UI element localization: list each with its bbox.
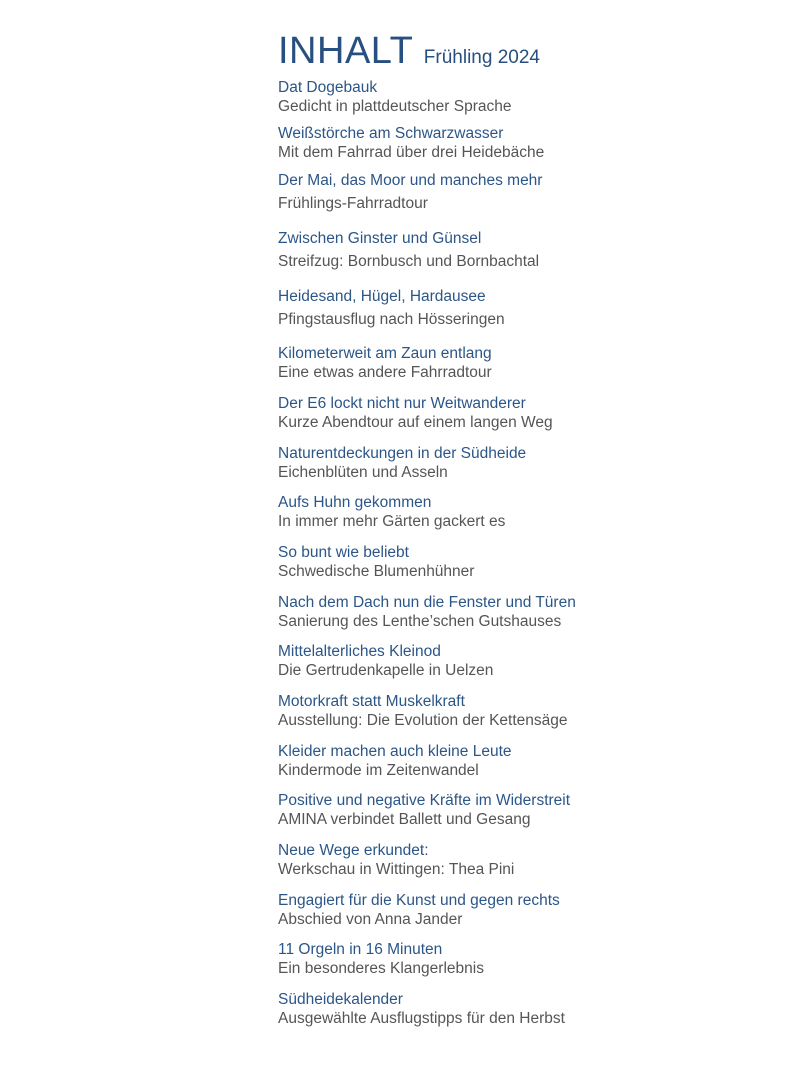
toc-entry[interactable] [278, 990, 565, 1028]
toc-entry-subtitle: In immer mehr Gärten gackert es [278, 513, 506, 530]
toc-entry-subtitle: AMINA verbindet Ballett und Gesang [278, 811, 531, 828]
toc-entry[interactable] [278, 124, 544, 162]
toc-entry[interactable] [278, 940, 484, 978]
toc-entry-subtitle: Eichenblüten und Asseln [278, 464, 448, 481]
toc-entry-title[interactable]: Der Mai, das Moor und manches mehr [278, 172, 543, 189]
toc-entry-title[interactable]: Südheidekalender [278, 991, 403, 1008]
page-header [278, 30, 540, 73]
toc-entry-subtitle: Mit dem Fahrrad über drei Heidebäche [278, 144, 545, 161]
toc-entry-subtitle: Streifzug: Bornbusch und Bornbachtal [278, 253, 540, 270]
toc-entry-title[interactable]: Neue Wege erkundet: [278, 842, 429, 859]
toc-entry-title[interactable]: Der E6 lockt nicht nur Weitwanderer [278, 395, 526, 412]
toc-entry[interactable] [278, 229, 539, 271]
toc-entry[interactable] [278, 742, 512, 780]
toc-entry[interactable] [278, 287, 505, 329]
toc-entry[interactable] [278, 171, 542, 213]
toc-entry[interactable] [278, 692, 568, 730]
toc-entry[interactable] [278, 394, 553, 432]
toc-entry-subtitle: Gedicht in plattdeutscher Sprache [278, 98, 512, 115]
toc-entry-title[interactable]: So bunt wie beliebt [278, 544, 409, 561]
toc-entry-subtitle: Kindermode im Zeitenwandel [278, 762, 479, 779]
toc-entry-title[interactable]: Motorkraft statt Muskelkraft [278, 693, 465, 710]
toc-entry[interactable] [278, 78, 512, 116]
issue-label: Frühling 2024 [423, 47, 540, 68]
toc-entry-title[interactable]: 11 Orgeln in 16 Minuten [278, 941, 443, 958]
toc-entry[interactable] [278, 891, 560, 929]
toc-entry-title[interactable]: Kleider machen auch kleine Leute [278, 743, 512, 760]
toc-entry[interactable] [278, 543, 474, 581]
toc-entry-title[interactable]: Engagiert für die Kunst und gegen rechts [278, 892, 560, 909]
page-title: INHALT [278, 30, 414, 72]
toc-entry-title[interactable]: Positive und negative Kräfte im Widerstreit [278, 792, 571, 809]
toc-entry-title[interactable]: Heidesand, Hügel, Hardausee [278, 288, 486, 305]
toc-entry[interactable] [278, 791, 570, 829]
toc-entry-subtitle: Ausstellung: Die Evolution der Kettensäge [278, 712, 568, 729]
toc-entry-subtitle: Schwedische Blumenhühner [278, 563, 475, 580]
toc-entry-subtitle: Die Gertrudenkapelle in Uelzen [278, 662, 494, 679]
toc-entry-subtitle: Eine etwas andere Fahrradtour [278, 364, 492, 381]
toc-entry-title[interactable]: Weißstörche am Schwarzwasser [278, 125, 504, 142]
toc-entry-title[interactable]: Aufs Huhn gekommen [278, 494, 432, 511]
toc-entry-subtitle: Sanierung des Lenthe’schen Gutshauses [278, 613, 562, 630]
toc-entry-subtitle: Kurze Abendtour auf einem langen Weg [278, 414, 553, 431]
toc-entry[interactable] [278, 344, 492, 382]
toc-entry-title[interactable]: Zwischen Ginster und Günsel [278, 230, 482, 247]
toc-entry-title[interactable]: Naturentdeckungen in der Südheide [278, 445, 527, 462]
toc-entry-title[interactable]: Mittelalterliches Kleinod [278, 643, 441, 660]
toc-entry[interactable] [278, 593, 576, 631]
toc-entry-title[interactable]: Kilometerweit am Zaun entlang [278, 345, 492, 362]
toc-entry-subtitle: Ausgewählte Ausflugstipps für den Herbst [278, 1010, 565, 1027]
toc-entry-title[interactable]: Dat Dogebauk [278, 79, 378, 96]
toc-entry-subtitle: Ein besonderes Klangerlebnis [278, 960, 484, 977]
toc-entry-title[interactable]: Nach dem Dach nun die Fenster und Türen [278, 594, 576, 611]
toc-entry[interactable] [278, 444, 526, 482]
toc-entry[interactable] [278, 642, 493, 680]
toc-entry-subtitle: Werkschau in Wittingen: Thea Pini [278, 861, 515, 878]
toc-entry[interactable] [278, 493, 505, 531]
toc-entry-subtitle: Abschied von Anna Jander [278, 911, 463, 928]
toc-entry-subtitle: Pfingstausflug nach Hösseringen [278, 311, 505, 328]
toc-entry-subtitle: Frühlings-Fahrradtour [278, 195, 428, 212]
toc-entry[interactable] [278, 841, 514, 879]
